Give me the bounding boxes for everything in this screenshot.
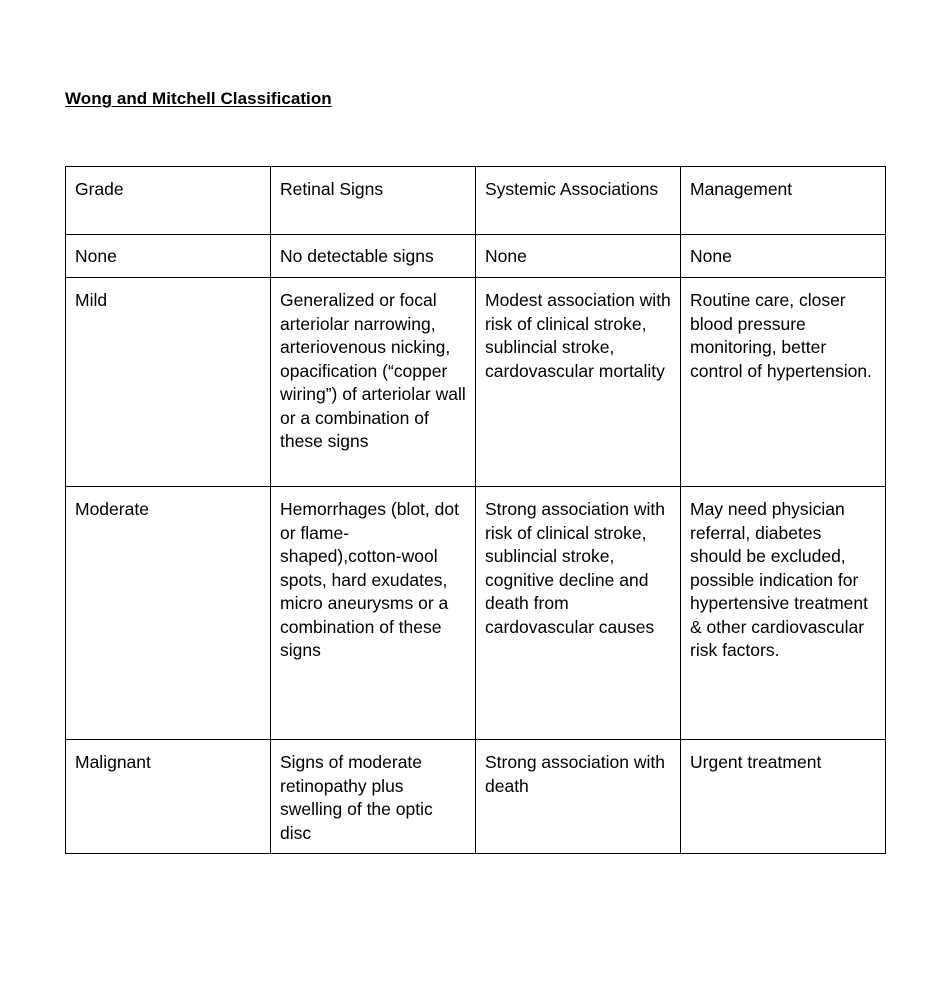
table-row [66,487,886,740]
retinal-signs-cell: Hemorrhages (blot, dot or flame-shaped),cotton-wool spots, hard exudates, micro aneurysms or a combination of these signs [271,487,476,740]
grade-cell: Moderate [66,487,271,740]
table-row [66,740,886,854]
management-cell: Urgent treatment [681,740,886,854]
management-cell: Routine care, closer blood pressure monitoring, better control of hypertension. [681,278,886,487]
header-cell-management: Management [681,167,886,235]
grade-cell: Mild [66,278,271,487]
classification-table [65,166,886,854]
systemic-associations-cell: Modest association with risk of clinical stroke, sublincial stroke, cardovascular mortality [476,278,681,487]
systemic-associations-cell: Strong association with risk of clinical stroke, sublincial stroke, cognitive decline and death from cardovascular causes [476,487,681,740]
grade-cell: None [66,235,271,278]
document-title: Wong and Mitchell Classification [65,89,332,108]
systemic-associations-cell: Strong association with death [476,740,681,854]
header-cell-grade: Grade [66,167,271,235]
table-row [66,278,886,487]
table-row [66,235,886,278]
management-cell: None [681,235,886,278]
header-cell-retinal-signs: Retinal Signs [271,167,476,235]
management-cell: May need physician referral, diabetes should be excluded, possible indication for hypertensive treatment & other cardiovascular risk factors. [681,487,886,740]
header-cell-systemic-associations: Systemic Associations [476,167,681,235]
retinal-signs-cell: No detectable signs [271,235,476,278]
systemic-associations-cell: None [476,235,681,278]
retinal-signs-cell: Generalized or focal arteriolar narrowing, arteriovenous nicking, opacification (“copper wiring”) of arteriolar wall or a combination of these signs [271,278,476,487]
retinal-signs-cell: Signs of moderate retinopathy plus swelling of the optic disc [271,740,476,854]
grade-cell: Malignant [66,740,271,854]
table-header-row [66,167,886,235]
